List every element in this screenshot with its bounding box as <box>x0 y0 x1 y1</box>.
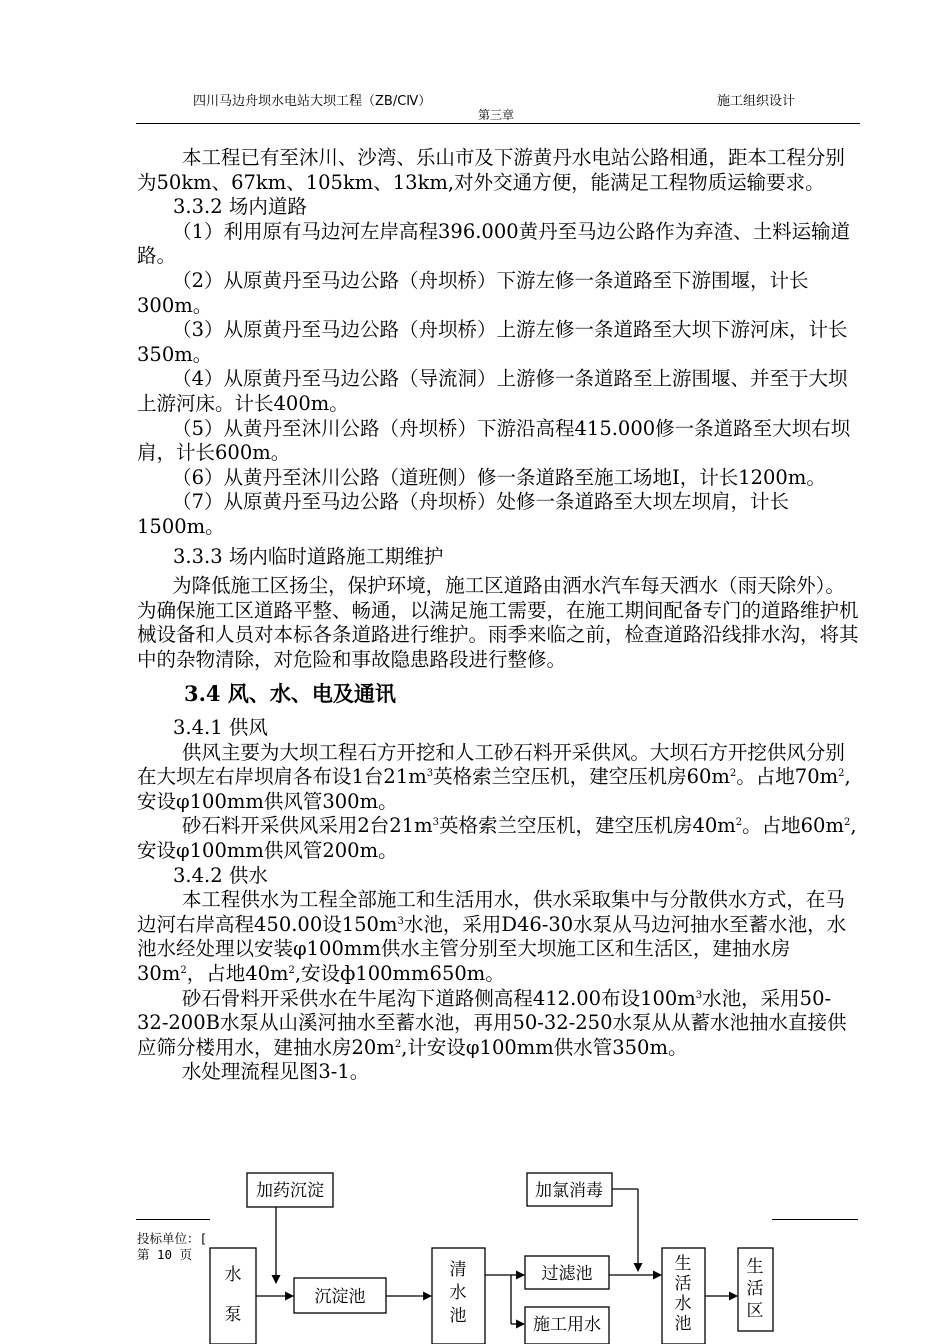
header-title: 四川马边舟坝水电站大坝工程（ZB/CⅣ） <box>193 94 432 109</box>
clear-pool-label-3: 池 <box>449 1306 467 1326</box>
heading-3-4-1: 3.4.1 供风 <box>173 716 268 740</box>
footer-bidder: 投标单位：[ <box>137 1231 208 1246</box>
domestic-area-label-3: 区 <box>746 1301 764 1321</box>
domestic-pool-label-1: 生 <box>674 1254 692 1274</box>
road-item-3: （3）从原黄丹至马边公路（舟坝桥）上游左修一条道路至大坝下游河床，计长350m。 <box>137 318 848 366</box>
domestic-pool-label-2: 活 <box>674 1274 692 1294</box>
paragraph-aggregate-water: 砂石骨料开采供水在牛尾沟下道路侧高程412.00布设$100m^3$水池，采用50-32-200B水泵从山溪河抽水至蓄水池，再用50-32-250水泵从从蓄水池抽水直接供应筛分楼用水，建抽水房$20m^2$,计安设φ100mm供水管350m。 <box>137 986 847 1059</box>
road-item-1: （1）利用原有马边河左岸高程396.000黄丹至马边公路作为弃渣、土料运输道路。 <box>137 219 851 268</box>
clear-pool-label-1: 清 <box>449 1260 467 1280</box>
road-item-5: （5）从黄丹至沐川公路（舟坝桥）下游沿高程415.000修一条道路至大坝右坝肩，计长600m。 <box>137 416 851 465</box>
paragraph-water-supply: 本工程供水为工程全部施工和生活用水，供水采取集中与分散供水方式，在马边河右岸高程450.00设$150m^3$水池，采用D46-30水泵从马边河抽水至蓄水池，水池水经处理以安装φ100mm供水主管分别至大坝施工区和生活区，建抽水房$30m^2$，占地$40m^2$,安设ф100mm650m。 <box>137 888 847 985</box>
heading-3-4: 3.4 风、水、电及通讯 <box>184 681 396 707</box>
paragraph-access: 本工程已有至沐川、沙湾、乐山市及下游黄丹水电站公路相通，距本工程分别为50km、67km、105km、13km,对外交通方便，能满足工程物质运输要求。 <box>137 146 845 194</box>
road-item-7: （7）从原黄丹至马边公路（舟坝桥）处修一条道路至大坝左坝肩，计长1500m。 <box>137 490 790 538</box>
road-item-2: （2）从原黄丹至马边公路（舟坝桥）下游左修一条道路至下游围堰，计长300m。 <box>137 268 809 317</box>
road-item-6: （6）从黄丹至沐川公路（道班侧）修一条道路至施工场地Ⅰ，计长1200m。 <box>172 465 826 489</box>
header-doc-type: 施工组织设计 <box>717 94 796 109</box>
chlorine-label: 加氯消毒 <box>535 1181 603 1201</box>
heading-3-4-2: 3.4.2 供水 <box>173 863 268 887</box>
paragraph-flow-reference: 水处理流程见图3-1。 <box>181 1060 370 1084</box>
heading-3-3-3: 3.3.3 场内临时道路施工期维护 <box>173 544 444 568</box>
heading-3-3-2: 3.3.2 场内道路 <box>173 195 307 219</box>
domestic-area-label-2: 活 <box>746 1279 764 1299</box>
paragraph-road-maintenance: 为降低施工区扬尘，保护环境，施工区道路由洒水汽车每天洒水（雨天除外）。为确保施工区道路平整、畅通，以满足施工需要，在施工期间配备专门的道路维护机械设备和人员对本标各条道路进行维护。雨季来临之前，检查道路沿线排水沟，将其中的杂物清除，对危险和事故隐患路段进行整修。 <box>137 574 859 671</box>
footer-page-number: 第 10 页 <box>137 1247 193 1262</box>
paragraph-air-supply-dam: 供风主要为大坝工程石方开挖和人工砂石料开采供风。大坝石方开挖供风分别在大坝左右岸坝肩各布设1台$21m^3$英格索兰空压机，建空压机房$60m^2$。占地$70m^2$,安设φ100mm供风管300m。 <box>137 740 851 813</box>
clear-pool-label-2: 水 <box>449 1283 467 1303</box>
pump-label-2: 泵 <box>224 1305 242 1325</box>
construction-water-label: 施工用水 <box>533 1315 601 1335</box>
domestic-area-label-1: 生 <box>746 1257 764 1277</box>
dosing-label: 加药沉淀 <box>256 1181 324 1201</box>
pump-label-1: 水 <box>224 1265 242 1285</box>
header-chapter: 第三章 <box>478 108 515 122</box>
filter-label: 过滤池 <box>541 1264 593 1284</box>
domestic-pool-label-4: 池 <box>674 1314 692 1334</box>
pump-box <box>210 1248 256 1344</box>
settling-label: 沉淀池 <box>314 1287 366 1307</box>
domestic-pool-label-3: 水 <box>674 1294 692 1314</box>
paragraph-air-supply-aggregate: 砂石料开采供风采用2台$21m^3$英格索兰空压机，建空压机房$40m^2$。占地$60m^2$,安设φ100mm供风管200m。 <box>137 814 857 863</box>
road-item-4: （4）从原黄丹至马边公路（导流洞）上游修一条道路至上游围堰、并至于大坝上游河床。计长400m。 <box>137 367 848 415</box>
